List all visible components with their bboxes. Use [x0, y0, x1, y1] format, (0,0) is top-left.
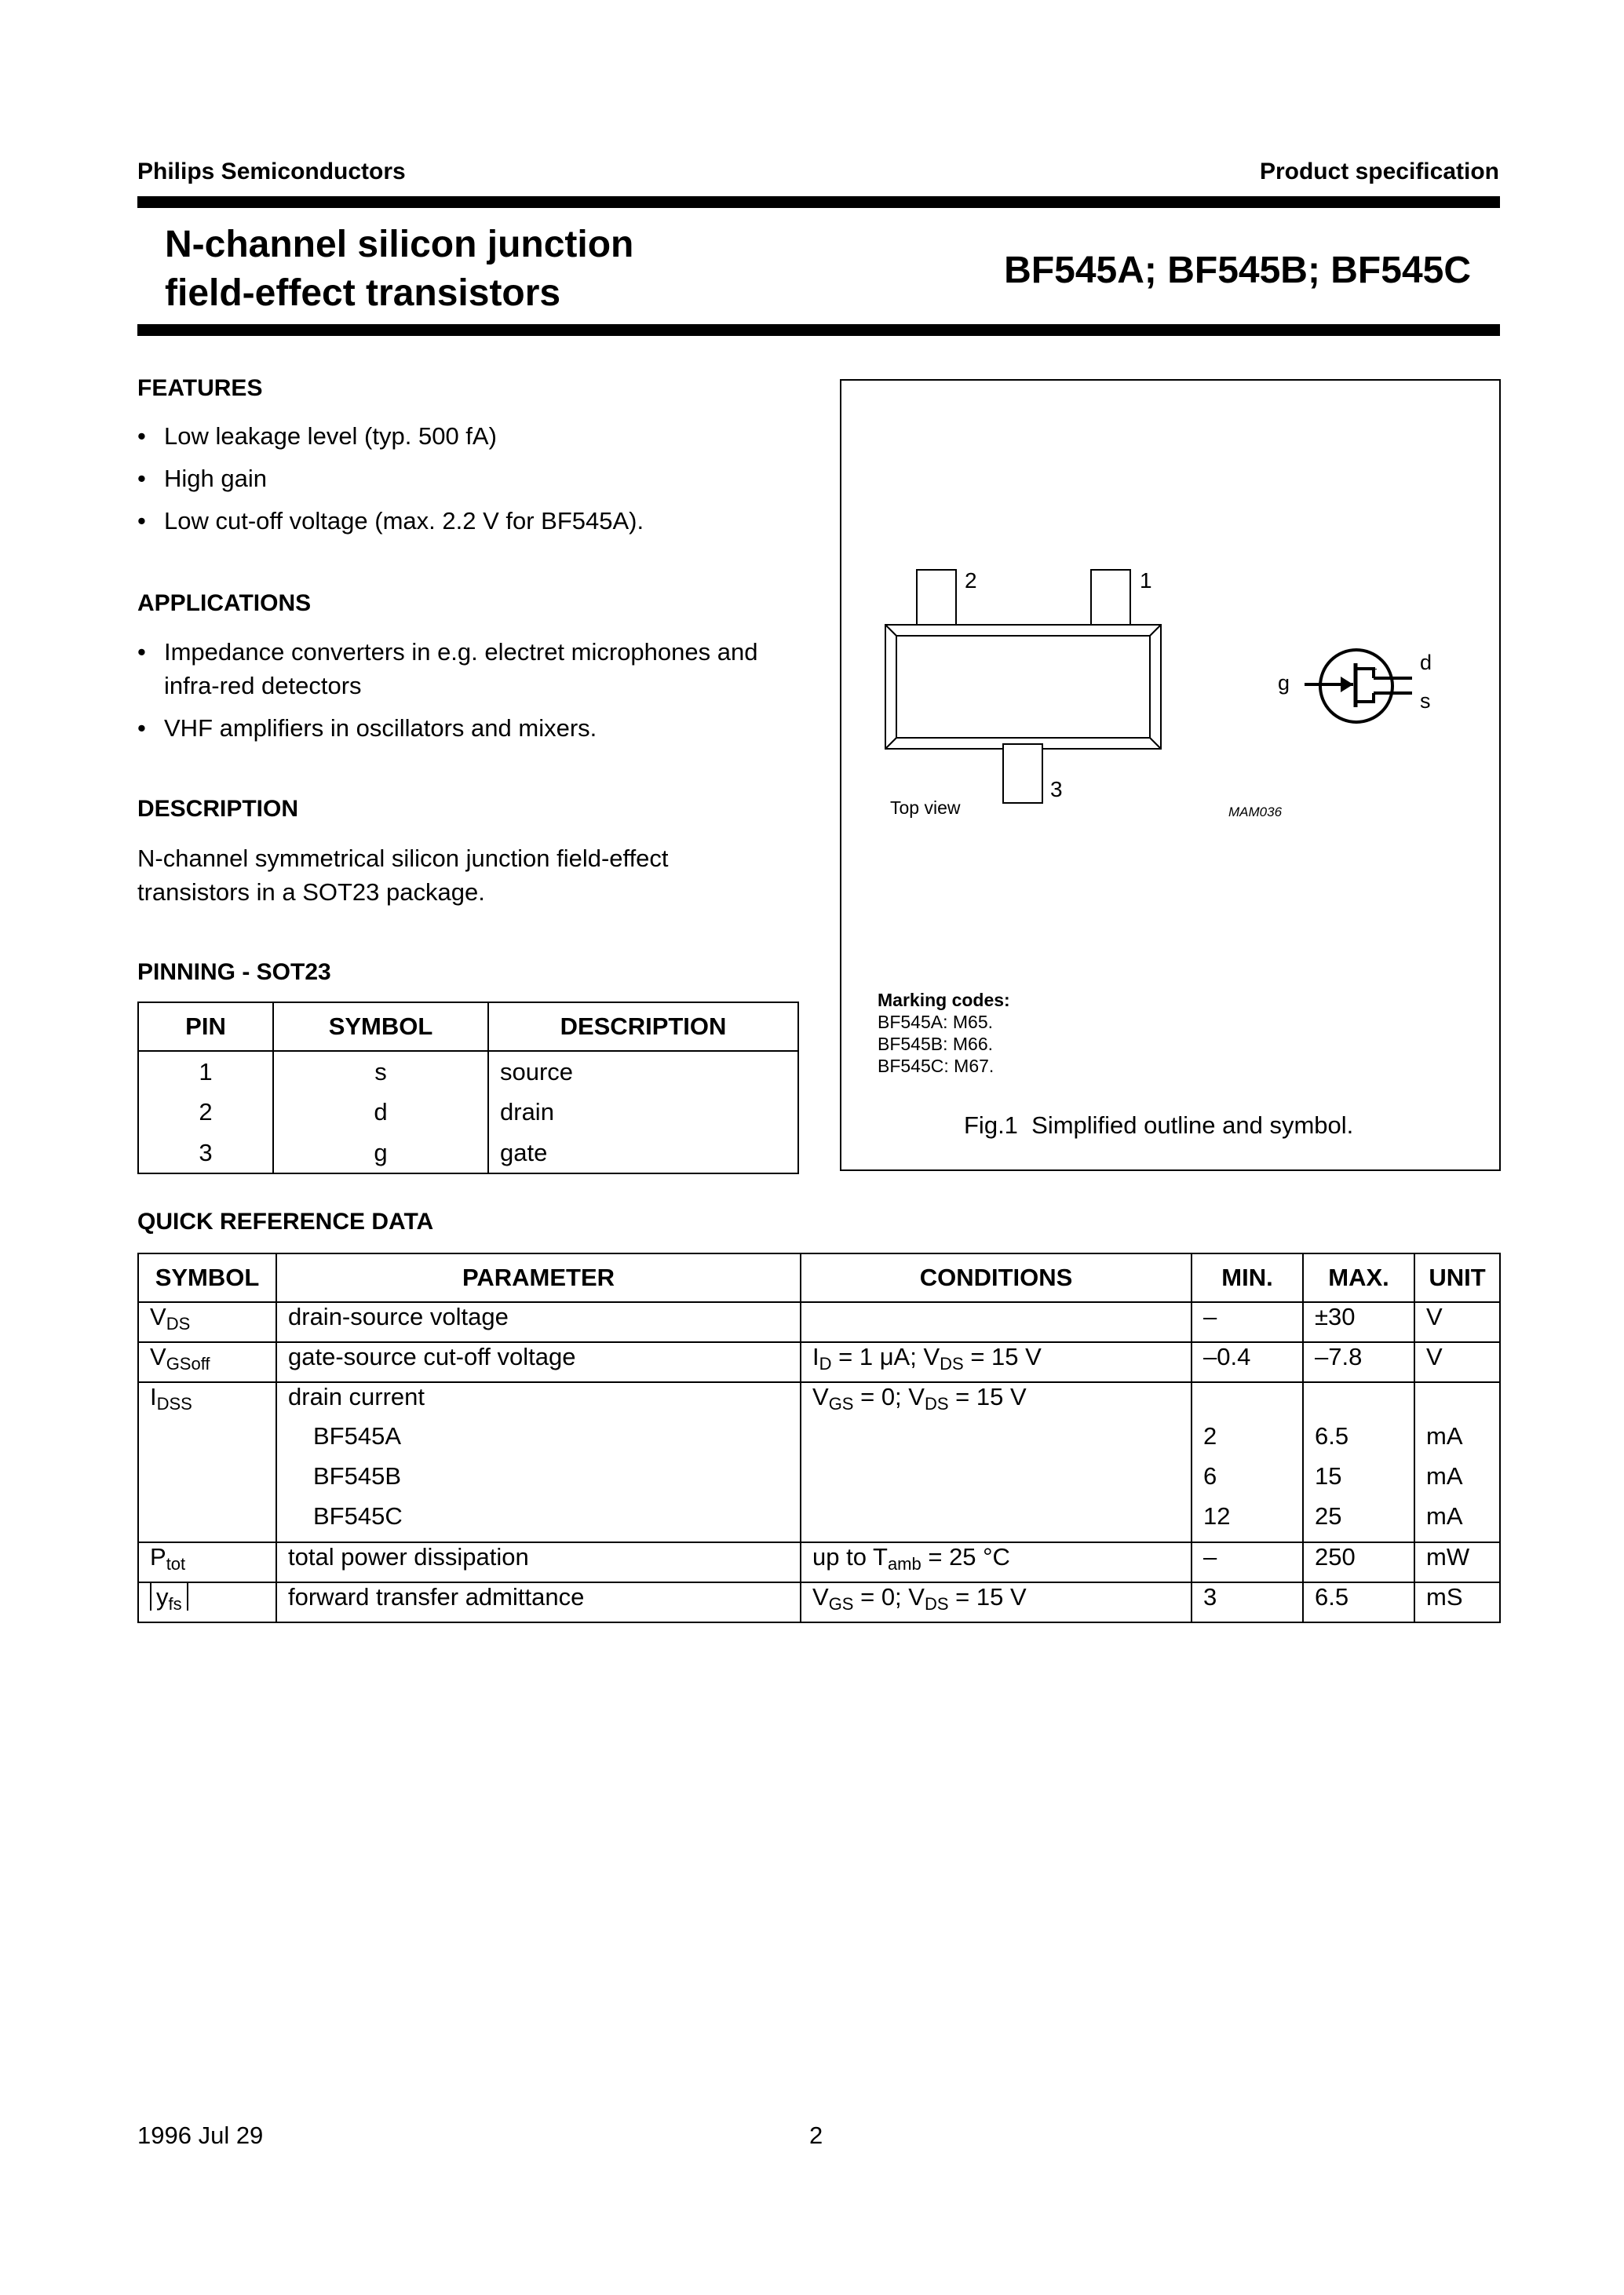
pin-label-3: 3: [1050, 777, 1063, 801]
list-item: • High gain: [137, 462, 805, 495]
lead-2: [917, 570, 956, 629]
conditions-cell: [801, 1302, 1192, 1342]
quick-reference-heading: QUICK REFERENCE DATA: [137, 1209, 434, 1235]
min-cell: 12: [1192, 1502, 1303, 1542]
parameter-cell: drain current: [276, 1382, 801, 1422]
source-label: s: [1420, 689, 1431, 713]
pin-description: drain: [488, 1092, 798, 1133]
pin-description: source: [488, 1051, 798, 1092]
table-row: [138, 1462, 1500, 1502]
header-rule: [137, 196, 1500, 208]
max-cell: –7.8: [1303, 1342, 1414, 1382]
figure-box: [840, 379, 1501, 1171]
table-row: [138, 1502, 1500, 1542]
applications-list: [137, 635, 805, 753]
list-item: • Low cut-off voltage (max. 2.2 V for BF545A).: [137, 504, 805, 538]
unit-cell: mA: [1414, 1502, 1500, 1542]
conditions-cell: $V_{GS} = 0$; $V_{DS} = 15$ V: [801, 1582, 1192, 1622]
figure-caption-text: Simplified outline and symbol.: [1031, 1111, 1354, 1139]
min-cell: –0.4: [1192, 1342, 1303, 1382]
table-row: [138, 1382, 1500, 1422]
description-text: N-channel symmetrical silicon junction field-effect transistors in a SOT23 package.: [137, 845, 669, 906]
conditions-cell: $I_D = 1$ μA; $V_{DS} = 15$ V: [801, 1342, 1192, 1382]
conditions-cell: $V_{GS} = 0$; $V_{DS} = 15$ V: [801, 1382, 1192, 1422]
variant-name: BF545B: [276, 1462, 801, 1502]
lead-3: [1003, 744, 1042, 803]
unit-cell: mW: [1414, 1542, 1500, 1582]
parameter-cell: total power dissipation: [276, 1542, 801, 1582]
variant-name: BF545A: [276, 1422, 801, 1462]
symbol-cell: $I_{DSS}$: [138, 1382, 276, 1422]
drawing-code: MAM036: [1228, 805, 1283, 819]
max-cell: ±30: [1303, 1302, 1414, 1342]
min-cell: 2: [1192, 1422, 1303, 1462]
symbol-cell: $P_{tot}$: [138, 1542, 276, 1582]
title-line-2: field-effect transistors: [165, 272, 561, 314]
pinning-heading: PINNING - SOT23: [137, 959, 331, 985]
marking-codes-heading: Marking codes:: [878, 990, 1010, 1010]
column-header: SYMBOL: [273, 1002, 488, 1051]
pin-label-2: 2: [965, 568, 977, 593]
list-item: • Impedance converters in e.g. electret microphones and infra-red detectors: [137, 635, 805, 702]
pin-symbol: d: [273, 1092, 488, 1133]
table-row: [138, 1302, 1500, 1342]
pin-symbol: s: [273, 1051, 488, 1092]
marking-code: BF545B: M66.: [878, 1034, 994, 1054]
table-row: [138, 1582, 1500, 1622]
top-view-label: Top view: [890, 797, 961, 818]
list-item: • Low leakage level (typ. 500 fA): [137, 419, 805, 453]
part-numbers: BF545A; BF545B; BF545C: [1004, 250, 1471, 291]
table-row: [138, 1051, 798, 1092]
max-cell: 6.5: [1303, 1582, 1414, 1622]
column-header: MAX.: [1303, 1253, 1414, 1302]
column-header: PIN: [138, 1002, 273, 1051]
table-row: [138, 1422, 1500, 1462]
figure-number: Fig.1: [964, 1111, 1018, 1139]
pin-label-1: 1: [1140, 568, 1152, 593]
marking-code: BF545C: M67.: [878, 1056, 994, 1076]
column-header: UNIT: [1414, 1253, 1500, 1302]
symbol-cell: $V_{GSoff}$: [138, 1342, 276, 1382]
list-item: • VHF amplifiers in oscillators and mixers.: [137, 711, 805, 745]
max-cell: 15: [1303, 1462, 1414, 1502]
document-title: [165, 221, 633, 318]
column-header: PARAMETER: [276, 1253, 801, 1302]
variant-name: BF545C: [276, 1502, 801, 1542]
min-cell: –: [1192, 1542, 1303, 1582]
unit-cell: V: [1414, 1342, 1500, 1382]
features-list: [137, 419, 805, 546]
jfet-symbol: [1305, 650, 1412, 722]
min-cell: 3: [1192, 1582, 1303, 1622]
quick-reference-table: [137, 1253, 1501, 1623]
column-header: DESCRIPTION: [488, 1002, 798, 1051]
unit-cell: V: [1414, 1302, 1500, 1342]
max-cell: 6.5: [1303, 1422, 1414, 1462]
parameter-cell: forward transfer admittance: [276, 1582, 801, 1622]
title-rule: [137, 324, 1500, 336]
applications-heading: APPLICATIONS: [137, 590, 312, 616]
page-number: 2: [809, 2122, 823, 2149]
parameter-cell: gate-source cut-off voltage: [276, 1342, 801, 1382]
pin-number: 3: [138, 1133, 273, 1173]
pin-number: 2: [138, 1092, 273, 1133]
unit-cell: mA: [1414, 1462, 1500, 1502]
pinning-table: [137, 1002, 799, 1174]
column-header: MIN.: [1192, 1253, 1303, 1302]
figure-caption: [964, 1111, 1353, 1140]
drain-label: d: [1420, 651, 1432, 674]
table-row: [138, 1342, 1500, 1382]
lead-1: [1091, 570, 1130, 629]
gate-label: g: [1278, 671, 1290, 695]
unit-cell: mA: [1414, 1422, 1500, 1462]
pin-description: gate: [488, 1133, 798, 1173]
marking-codes: [878, 989, 1010, 1077]
unit-cell: mS: [1414, 1582, 1500, 1622]
marking-code: BF545A: M65.: [878, 1012, 994, 1032]
table-row: [138, 1092, 798, 1133]
footer-date: 1996 Jul 29: [137, 2122, 264, 2149]
column-header: CONDITIONS: [801, 1253, 1192, 1302]
min-cell: –: [1192, 1302, 1303, 1342]
min-cell: 6: [1192, 1462, 1303, 1502]
parameter-cell: drain-source voltage: [276, 1302, 801, 1342]
max-cell: 25: [1303, 1502, 1414, 1542]
title-line-1: N-channel silicon junction: [165, 224, 634, 265]
symbol-cell: $y_{fs}$: [138, 1582, 276, 1622]
table-row: [138, 1542, 1500, 1582]
features-heading: FEATURES: [137, 375, 263, 401]
max-cell: 250: [1303, 1542, 1414, 1582]
column-header: SYMBOL: [138, 1253, 276, 1302]
pin-symbol: g: [273, 1133, 488, 1173]
description-heading: DESCRIPTION: [137, 796, 299, 822]
symbol-cell: $V_{DS}$: [138, 1302, 276, 1342]
document-type: Product specification: [1259, 159, 1499, 184]
pin-number: 1: [138, 1051, 273, 1092]
conditions-cell: up to $T_{amb} = 25$ °C: [801, 1542, 1192, 1582]
package-body-inner: [896, 636, 1150, 738]
company-name: Philips Semiconductors: [137, 159, 406, 184]
table-row: [138, 1133, 798, 1173]
